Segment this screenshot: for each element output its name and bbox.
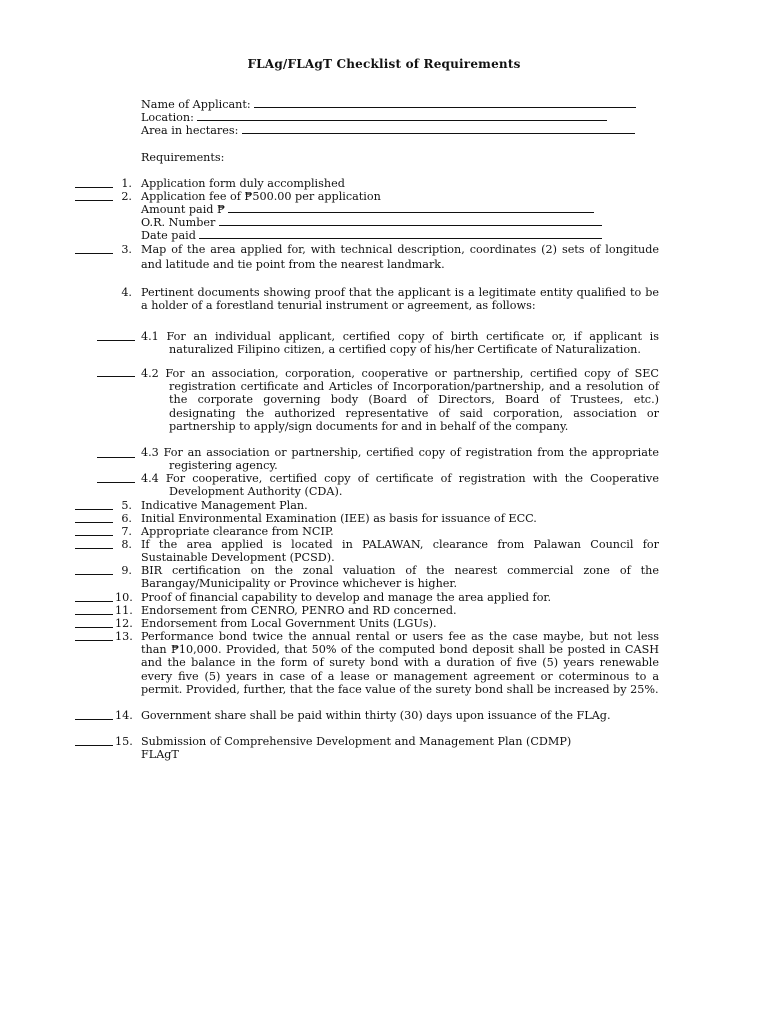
item-number: 4. <box>121 286 132 299</box>
item-number: 1. <box>121 177 132 190</box>
location-field[interactable] <box>197 111 607 121</box>
checkbox-line-2[interactable] <box>75 200 113 201</box>
item-subtext: FLAgT <box>141 748 179 761</box>
subitem-4-4-text: 4.4 For cooperative, certified copy of certificate of registration with the Cooperative Development Authority (CDA). <box>141 472 659 499</box>
item-text: Performance bond twice the annual rental or users fee as the case maybe, but not less than ₱10,000. Provided, that 50% of the computed bond deposit shall be posted in CASH and the balance in the form of surety bond with a duration of five (5) years renewable every five (5) years in case of a lease or management agreement or coterminous to a permit. Provided, further, that the face value of the surety bond shall be increased by 25%. <box>141 630 659 696</box>
date-paid-label: Date paid <box>141 229 196 242</box>
checkbox-line-3[interactable] <box>75 253 113 254</box>
amount-paid-field[interactable] <box>228 203 594 213</box>
item-number: 3. <box>121 243 132 256</box>
checkbox-line-8[interactable] <box>75 548 113 549</box>
requirements-heading: Requirements: <box>141 151 225 164</box>
subitem-text <box>141 472 659 498</box>
checkbox-line-13[interactable] <box>75 640 113 641</box>
subitem-4-2-text: 4.2 For an association, corporation, cooperative or partnership, certified copy of SEC registration certificate and Articles of Incorporation/partnership, and a resolution of the corporate governing body (Board of Directors, Board of Trustees, etc.) designating the authorized representative of said corporation, association or partnership to apply/sign documents for and in behalf of the company. <box>141 367 659 433</box>
item-text: Initial Environmental Examination (IEE) as basis for issuance of ECC. <box>141 512 537 525</box>
item-text: Submission of Comprehensive Development and Management Plan (CDMP) <box>141 735 572 748</box>
item-number: 9. <box>121 564 132 577</box>
checkbox-line-11[interactable] <box>75 614 113 615</box>
item-text: Application form duly accomplished <box>141 177 345 190</box>
item-number: 12. <box>115 617 133 630</box>
subitem-4-1-text: 4.1 For an individual applicant, certified copy of birth certificate or, if applicant is naturalized Filipino citizen, a certified copy of his/her Certificate of Naturalization. <box>141 330 659 357</box>
item-number: 14. <box>115 709 133 722</box>
or-number-label: O.R. Number <box>141 216 216 229</box>
area-row <box>141 124 635 137</box>
item-text: Endorsement from CENRO, PENRO and RD concerned. <box>141 604 457 617</box>
subitem-text <box>141 446 659 472</box>
item-text: Indicative Management Plan. <box>141 499 308 512</box>
amount-paid-row <box>141 203 594 216</box>
area-field[interactable] <box>242 124 635 134</box>
amount-paid-label: Amount paid ₱ <box>141 203 225 216</box>
item-number: 5. <box>121 499 132 512</box>
subitem-text <box>141 367 659 433</box>
name-of-applicant-row <box>141 98 636 111</box>
item-number: 8. <box>121 538 132 551</box>
checkbox-line-12[interactable] <box>75 627 113 628</box>
item-text: Government share shall be paid within thirty (30) days upon issuance of the FLAg. <box>141 709 611 722</box>
item-number: 15. <box>115 735 133 748</box>
checkbox-line-10[interactable] <box>75 601 113 602</box>
item-number: 10. <box>115 591 133 604</box>
location-row <box>141 111 607 124</box>
checkbox-line-14[interactable] <box>75 719 113 720</box>
checkbox-line-15[interactable] <box>75 745 113 746</box>
item-number: 2. <box>121 190 132 203</box>
name-of-applicant-label: Name of Applicant: <box>141 98 251 111</box>
item-text: Proof of financial capability to develop and manage the area applied for. <box>141 591 552 604</box>
checkbox-line-9[interactable] <box>75 574 113 575</box>
checkbox-line-4-2[interactable] <box>97 376 135 377</box>
checkbox-line-6[interactable] <box>75 522 113 523</box>
item-text: Pertinent documents showing proof that the applicant is a legitimate entity qualified to be a holder of a forestland tenurial instrument or agreement, as follows: <box>141 286 659 313</box>
item-text: Endorsement from Local Government Units (LGUs). <box>141 617 437 630</box>
item-text: If the area applied is located in PALAWAN, clearance from Palawan Council for Sustainable Development (PCSD). <box>141 538 659 565</box>
date-paid-field[interactable] <box>199 229 602 239</box>
item-number: 7. <box>121 525 132 538</box>
name-of-applicant-field[interactable] <box>254 98 636 108</box>
page-title: FLAg/FLAgT Checklist of Requirements <box>247 57 521 71</box>
checkbox-line-1[interactable] <box>75 187 113 188</box>
item-number: 6. <box>121 512 132 525</box>
checkbox-line-4-3[interactable] <box>97 457 135 458</box>
checkbox-line-4-4[interactable] <box>97 482 135 483</box>
or-number-row <box>141 216 602 229</box>
checkbox-line-5[interactable] <box>75 509 113 510</box>
item-text: Map of the area applied for, with technical description, coordinates (2) sets of longitude and latitude and tie point from the nearest landmark. <box>141 243 659 271</box>
item-text: Appropriate clearance from NCIP. <box>141 525 334 538</box>
checkbox-line-7[interactable] <box>75 535 113 536</box>
location-label: Location: <box>141 111 194 124</box>
date-paid-row <box>141 229 602 242</box>
item-number: 13. <box>115 630 133 643</box>
item-text: Application fee of ₱500.00 per application <box>141 190 381 203</box>
or-number-field[interactable] <box>219 216 602 226</box>
subitem-4-3-text: 4.3 For an association or partnership, certified copy of registration from the appropriate registering agency. <box>141 446 659 473</box>
item-text: BIR certification on the zonal valuation of the nearest commercial zone of the Barangay/Municipality or Province whichever is higher. <box>141 564 659 591</box>
area-label: Area in hectares: <box>141 124 239 137</box>
subitem-text <box>141 330 659 356</box>
item-number: 11. <box>115 604 133 617</box>
checkbox-line-4-1[interactable] <box>97 340 135 341</box>
